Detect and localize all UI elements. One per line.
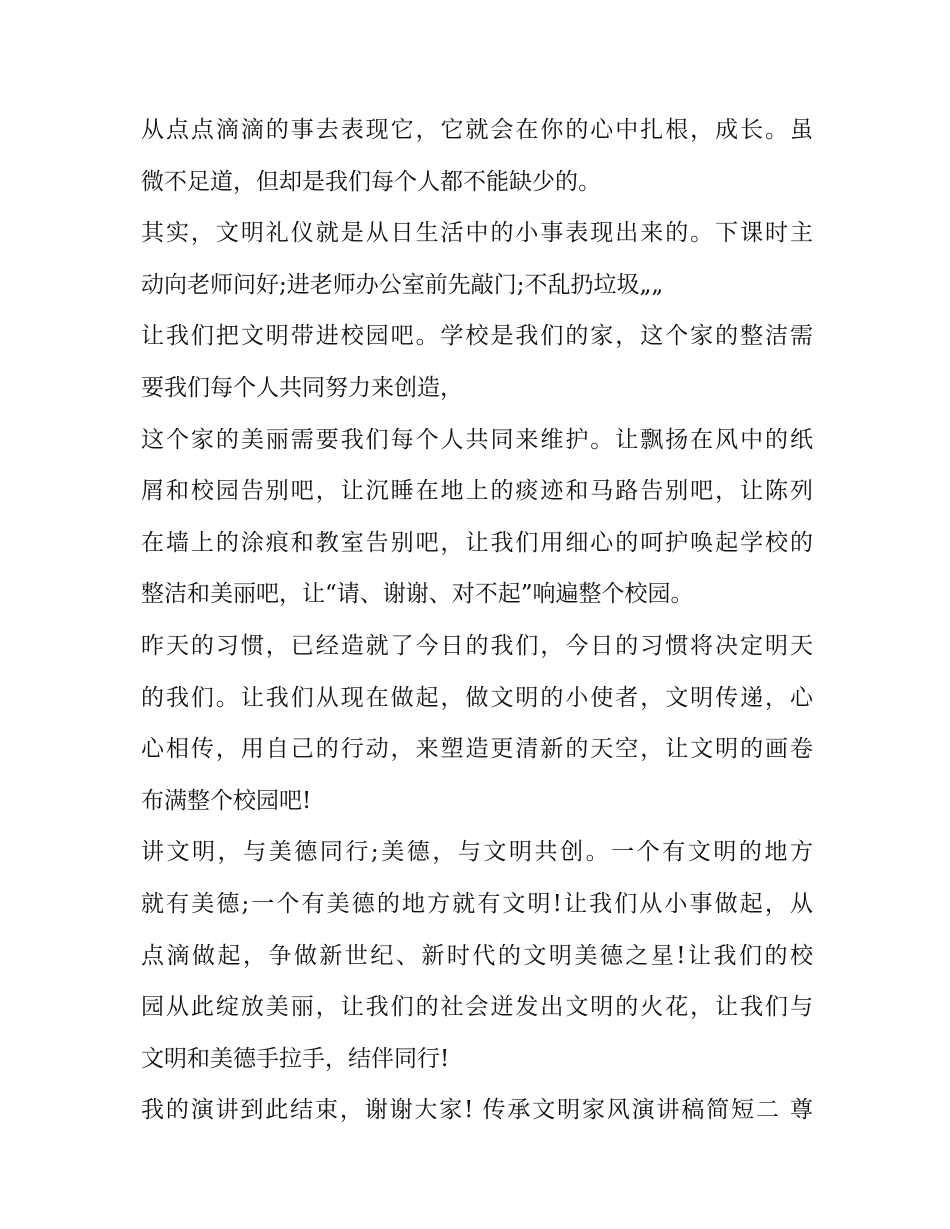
text-line-1: 从点点滴滴的事去表现它，它就会在你的心中扎根，成长。虽 [141, 117, 813, 143]
text-line-11: 昨天的习惯，已经造就了今日的我们，今日的习惯将决定明天 [141, 632, 813, 659]
text-line-16: 就有美德;一个有美德的地方就有文明!让我们从小事做起，从 [141, 890, 813, 917]
text-line-10: 整洁和美丽吧，让“请、谢谢、对不起”响遍整个校园。 [141, 581, 694, 608]
document-body [141, 105, 813, 1137]
text-line-8: 屑和校园告别吧，让沉睡在地上的痰迹和马路告别吧，让陈列 [141, 478, 813, 505]
text-line-7: 这个家的美丽需要我们每个人共同来维护。让飘扬在风中的纸 [141, 426, 813, 453]
text-line-9: 在墙上的涂痕和教室告别吧，让我们用细心的呵护唤起学校的 [141, 529, 813, 556]
text-line-5: 让我们把文明带进校园吧。学校是我们的家，这个家的整洁需 [141, 323, 813, 350]
text-line-15: 讲文明，与美德同行;美德，与文明共创。一个有文明的地方 [141, 839, 813, 866]
text-line-3: 其实，文明礼仪就是从日生活中的小事表现出来的。下课时主 [141, 220, 813, 247]
text-line-18: 园从此绽放美丽，让我们的社会迸发出文明的火花，让我们与 [141, 994, 813, 1021]
text-line-12: 的我们。让我们从现在做起，做文明的小使者，文明传递，心 [141, 684, 813, 711]
text-line-17: 点滴做起，争做新世纪、新时代的文明美德之星!让我们的校 [141, 942, 813, 969]
text-line-19: 文明和美德手拉手，结伴同行! [141, 1045, 450, 1072]
text-line-13: 心相传，用自己的行动，来塑造更清新的天空，让文明的画卷 [141, 736, 813, 763]
text-line-2: 微不足道，但却是我们每个人都不能缺少的。 [141, 168, 601, 195]
text-line-6: 要我们每个人共同努力来创造， [141, 374, 463, 401]
text-line-14: 布满整个校园吧! [141, 787, 312, 814]
text-line-20: 我的演讲到此结束，谢谢大家! 传承文明家风演讲稿简短二 尊 [141, 1097, 813, 1124]
text-line-4: 动向老师问好;进老师办公室前先敲门;不乱扔垃圾„„ [141, 271, 664, 298]
